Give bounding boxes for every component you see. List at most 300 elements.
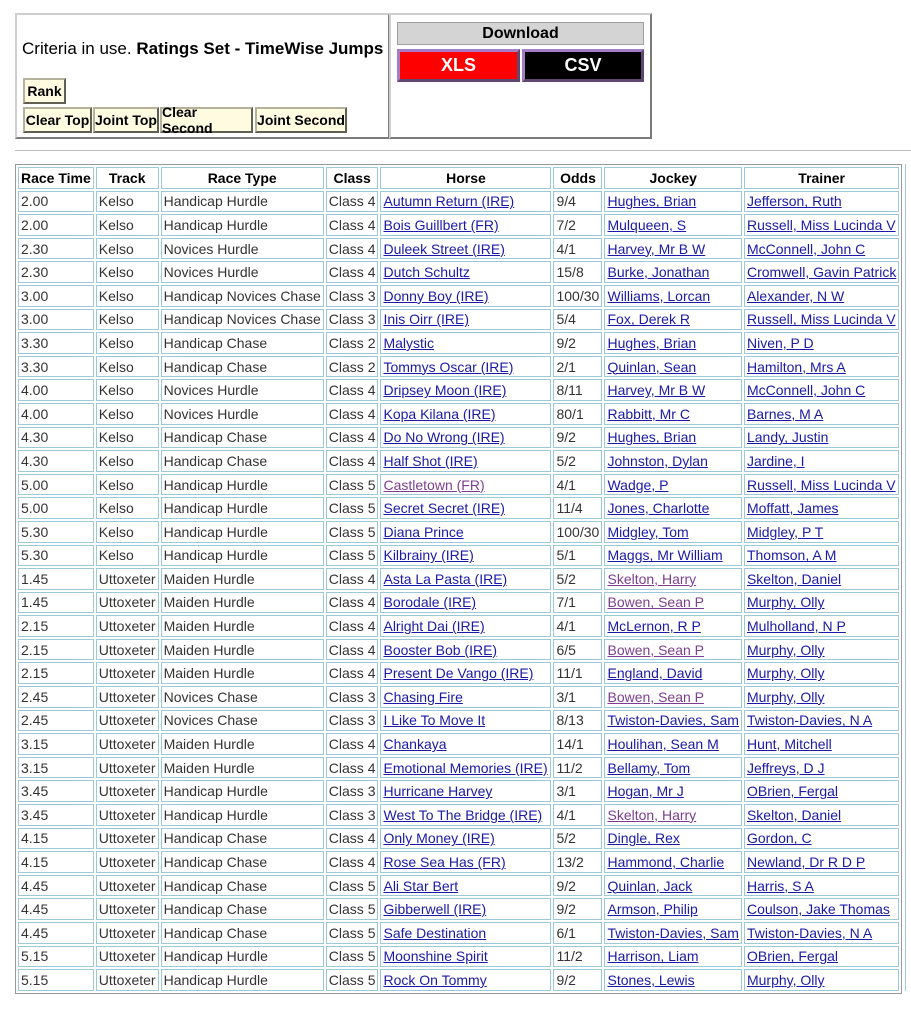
trainer-link[interactable]: Niven, P D bbox=[746, 334, 814, 351]
races-table-body bbox=[18, 191, 899, 991]
class-cell: Class 4 bbox=[326, 238, 379, 260]
table-row bbox=[18, 686, 899, 708]
jockey-cell bbox=[604, 922, 741, 944]
jockey-cell bbox=[604, 686, 741, 708]
class-cell: Class 4 bbox=[326, 403, 379, 425]
class-cell: Class 3 bbox=[326, 804, 379, 826]
trainer-cell bbox=[744, 285, 899, 307]
table-row bbox=[18, 875, 899, 897]
jockey-link[interactable]: Armson, Philip bbox=[607, 901, 698, 918]
trainer-cell bbox=[744, 521, 899, 543]
odds-cell: 9/2 bbox=[553, 427, 602, 449]
class-cell: Class 4 bbox=[326, 261, 379, 283]
odds-cell: 15/8 bbox=[553, 261, 602, 283]
trainer-cell bbox=[744, 191, 899, 213]
download-header: Download bbox=[397, 22, 644, 45]
jockey-link[interactable]: Harvey, Mr B W bbox=[607, 240, 706, 257]
table-row bbox=[18, 427, 899, 449]
table-row bbox=[18, 568, 899, 590]
odds-cell: 9/4 bbox=[553, 191, 602, 213]
track-cell: Uttoxeter bbox=[96, 733, 159, 755]
xls-download-button[interactable]: XLS bbox=[397, 49, 520, 82]
jockey-link[interactable]: Hughes, Brian bbox=[607, 193, 697, 210]
table-row bbox=[18, 828, 899, 850]
race-time-cell: 2.00 bbox=[18, 214, 94, 236]
horse-link[interactable]: Present De Vango (IRE) bbox=[383, 665, 534, 682]
race-time-cell: 2.00 bbox=[18, 191, 94, 213]
trainer-link[interactable]: Russell, Miss Lucinda V bbox=[746, 311, 896, 328]
jockey-cell bbox=[604, 545, 741, 567]
class-cell: Class 4 bbox=[326, 851, 379, 873]
trainer-link[interactable]: Murphy, Olly bbox=[746, 688, 825, 705]
jockey-link[interactable]: Quinlan, Sean bbox=[607, 358, 697, 375]
jockey-cell bbox=[604, 592, 741, 614]
trainer-link[interactable]: Jeffreys, D J bbox=[746, 759, 825, 776]
horse-link[interactable]: Hurricane Harvey bbox=[383, 783, 493, 800]
race-type-cell: Handicap Chase bbox=[161, 332, 324, 354]
table-row bbox=[18, 379, 899, 401]
horse-link[interactable]: Donny Boy (IRE) bbox=[383, 287, 489, 304]
csv-download-button[interactable]: CSV bbox=[522, 49, 644, 82]
table-row bbox=[18, 662, 899, 684]
odds-cell: 100/30 bbox=[553, 521, 602, 543]
odds-cell: 6/5 bbox=[553, 639, 602, 661]
trainer-link[interactable]: Barnes, M A bbox=[746, 405, 824, 422]
jockey-link[interactable]: Quinlan, Jack bbox=[607, 877, 693, 894]
horse-cell bbox=[380, 757, 551, 779]
jockey-link[interactable]: Mulqueen, S bbox=[607, 216, 687, 233]
trainer-link[interactable]: Alexander, N W bbox=[746, 287, 845, 304]
table-row bbox=[18, 592, 899, 614]
class-cell: Class 4 bbox=[326, 733, 379, 755]
trainer-link[interactable]: Jefferson, Ruth bbox=[746, 193, 842, 210]
horse-link[interactable]: Borodale (IRE) bbox=[383, 594, 477, 611]
jockey-cell bbox=[604, 450, 741, 472]
track-cell: Kelso bbox=[96, 497, 159, 519]
jockey-cell bbox=[604, 356, 741, 378]
jockey-link[interactable]: Maggs, Mr William bbox=[607, 547, 723, 564]
track-cell: Kelso bbox=[96, 356, 159, 378]
horse-cell bbox=[380, 521, 551, 543]
table-row bbox=[18, 851, 899, 873]
odds-cell: 13/2 bbox=[553, 851, 602, 873]
jockey-cell bbox=[604, 875, 741, 897]
trainer-link[interactable]: McConnell, John C bbox=[746, 240, 866, 257]
race-type-cell: Handicap Novices Chase bbox=[161, 285, 324, 307]
table-row bbox=[18, 545, 899, 567]
trainer-link[interactable]: Midgley, P T bbox=[746, 523, 824, 540]
trainer-link[interactable]: Coulson, Jake Thomas bbox=[746, 901, 890, 918]
jockey-cell bbox=[604, 804, 741, 826]
trainer-cell bbox=[744, 875, 899, 897]
track-cell: Uttoxeter bbox=[96, 851, 159, 873]
race-time-cell: 2.45 bbox=[18, 686, 94, 708]
horse-cell bbox=[380, 403, 551, 425]
trainer-link[interactable]: Murphy, Olly bbox=[746, 971, 825, 988]
jockey-cell bbox=[604, 497, 741, 519]
race-type-cell: Novices Hurdle bbox=[161, 379, 324, 401]
jockey-cell bbox=[604, 662, 741, 684]
horse-cell bbox=[380, 828, 551, 850]
jockey-link[interactable]: Skelton, Harry bbox=[607, 806, 697, 823]
table-row bbox=[18, 238, 899, 260]
table-row bbox=[18, 191, 899, 213]
race-time-cell: 3.15 bbox=[18, 757, 94, 779]
race-time-cell: 4.30 bbox=[18, 427, 94, 449]
jockey-link[interactable]: Twiston-Davies, Sam bbox=[607, 712, 739, 729]
horse-link[interactable]: I Like To Move It bbox=[383, 712, 486, 729]
trainer-link[interactable]: Hunt, Mitchell bbox=[746, 736, 832, 753]
race-type-cell: Handicap Chase bbox=[161, 875, 324, 897]
clear-second-button[interactable]: Clear Second bbox=[160, 107, 253, 133]
race-time-cell: 4.30 bbox=[18, 450, 94, 472]
track-cell: Uttoxeter bbox=[96, 757, 159, 779]
track-cell: Kelso bbox=[96, 545, 159, 567]
table-row bbox=[18, 780, 899, 802]
race-time-cell: 3.45 bbox=[18, 804, 94, 826]
odds-cell: 11/2 bbox=[553, 946, 602, 968]
column-header-race-time[interactable]: Race Time bbox=[18, 167, 94, 189]
jockey-link[interactable]: Twiston-Davies, Sam bbox=[607, 924, 739, 941]
jockey-link[interactable]: Bowen, Sean P bbox=[607, 594, 704, 611]
race-time-cell: 2.15 bbox=[18, 662, 94, 684]
track-cell: Uttoxeter bbox=[96, 780, 159, 802]
horse-link[interactable]: Only Money (IRE) bbox=[383, 830, 495, 847]
horse-link[interactable]: Emotional Memories (IRE) bbox=[383, 759, 548, 776]
class-cell: Class 4 bbox=[326, 828, 379, 850]
jockey-link[interactable]: Hogan, Mr J bbox=[607, 783, 684, 800]
column-header-trainer[interactable]: Trainer bbox=[744, 167, 899, 189]
trainer-link[interactable]: Gordon, C bbox=[746, 830, 812, 847]
horse-link[interactable]: Bois Guillbert (FR) bbox=[383, 216, 499, 233]
race-time-cell: 5.15 bbox=[18, 946, 94, 968]
horse-link[interactable]: Kopa Kilana (IRE) bbox=[383, 405, 496, 422]
odds-cell: 7/2 bbox=[553, 214, 602, 236]
class-cell: Class 4 bbox=[326, 214, 379, 236]
horse-cell bbox=[380, 427, 551, 449]
odds-cell: 5/2 bbox=[553, 828, 602, 850]
table-row bbox=[18, 285, 899, 307]
horse-link[interactable]: West To The Bridge (IRE) bbox=[383, 806, 543, 823]
jockey-cell bbox=[604, 332, 741, 354]
horse-link[interactable]: Tommys Oscar (IRE) bbox=[383, 358, 514, 375]
jockey-link[interactable]: Skelton, Harry bbox=[607, 570, 697, 587]
jockey-link[interactable]: Rabbitt, Mr C bbox=[607, 405, 690, 422]
jockey-link[interactable]: Bowen, Sean P bbox=[607, 688, 704, 705]
class-cell: Class 5 bbox=[326, 521, 379, 543]
track-cell: Uttoxeter bbox=[96, 662, 159, 684]
odds-cell: 5/4 bbox=[553, 309, 602, 331]
jockey-link[interactable]: England, David bbox=[607, 665, 703, 682]
track-cell: Uttoxeter bbox=[96, 568, 159, 590]
horse-link[interactable]: Moonshine Spirit bbox=[383, 948, 488, 965]
jockey-link[interactable]: Houlihan, Sean M bbox=[607, 736, 719, 753]
table-row bbox=[18, 214, 899, 236]
jockey-cell bbox=[604, 521, 741, 543]
horse-link[interactable]: Do No Wrong (IRE) bbox=[383, 429, 505, 446]
column-header-jockey[interactable]: Jockey bbox=[604, 167, 741, 189]
horse-cell bbox=[380, 969, 551, 991]
horse-link[interactable]: Castletown (FR) bbox=[383, 476, 485, 493]
horse-cell bbox=[380, 946, 551, 968]
class-cell: Class 3 bbox=[326, 309, 379, 331]
horse-cell bbox=[380, 545, 551, 567]
class-cell: Class 2 bbox=[326, 356, 379, 378]
track-cell: Kelso bbox=[96, 403, 159, 425]
trainer-link[interactable]: OBrien, Fergal bbox=[746, 783, 839, 800]
horse-cell bbox=[380, 898, 551, 920]
trainer-link[interactable]: Cromwell, Gavin Patrick bbox=[746, 264, 897, 281]
odds-cell: 9/2 bbox=[553, 875, 602, 897]
column-header-track[interactable]: Track bbox=[96, 167, 159, 189]
race-time-cell: 5.30 bbox=[18, 521, 94, 543]
track-cell: Kelso bbox=[96, 450, 159, 472]
table-right-edge bbox=[905, 164, 910, 991]
horse-link[interactable]: Dutch Schultz bbox=[383, 264, 470, 281]
trainer-link[interactable]: Twiston-Davies, N A bbox=[746, 924, 873, 941]
class-cell: Class 3 bbox=[326, 686, 379, 708]
class-cell: Class 4 bbox=[326, 592, 379, 614]
trainer-link[interactable]: Hamilton, Mrs A bbox=[746, 358, 846, 375]
table-row bbox=[18, 261, 899, 283]
race-type-cell: Handicap Hurdle bbox=[161, 804, 324, 826]
trainer-link[interactable]: Murphy, Olly bbox=[746, 641, 825, 658]
rank-button[interactable]: Rank bbox=[23, 78, 66, 104]
trainer-cell bbox=[744, 804, 899, 826]
race-type-cell: Handicap Hurdle bbox=[161, 521, 324, 543]
horse-cell bbox=[380, 379, 551, 401]
horse-cell bbox=[380, 191, 551, 213]
horse-link[interactable]: Autumn Return (IRE) bbox=[383, 193, 515, 210]
jockey-cell bbox=[604, 828, 741, 850]
odds-cell: 11/1 bbox=[553, 662, 602, 684]
odds-cell: 5/2 bbox=[553, 450, 602, 472]
track-cell: Uttoxeter bbox=[96, 946, 159, 968]
race-time-cell: 2.30 bbox=[18, 261, 94, 283]
horse-link[interactable]: Ali Star Bert bbox=[383, 877, 459, 894]
table-row bbox=[18, 309, 899, 331]
horse-link[interactable]: Secret Secret (IRE) bbox=[383, 500, 505, 517]
track-cell: Kelso bbox=[96, 332, 159, 354]
jockey-link[interactable]: Hughes, Brian bbox=[607, 429, 697, 446]
race-type-cell: Handicap Hurdle bbox=[161, 474, 324, 496]
jockey-cell bbox=[604, 403, 741, 425]
column-header-race-type[interactable]: Race Type bbox=[161, 167, 324, 189]
jockey-cell bbox=[604, 969, 741, 991]
track-cell: Uttoxeter bbox=[96, 828, 159, 850]
trainer-cell bbox=[744, 946, 899, 968]
race-type-cell: Novices Hurdle bbox=[161, 238, 324, 260]
horse-link[interactable]: Rose Sea Has (FR) bbox=[383, 854, 506, 871]
class-cell: Class 3 bbox=[326, 710, 379, 732]
horse-link[interactable]: Alright Dai (IRE) bbox=[383, 618, 485, 635]
odds-cell: 4/1 bbox=[553, 238, 602, 260]
horse-link[interactable]: Dripsey Moon (IRE) bbox=[383, 382, 507, 399]
trainer-link[interactable]: Jardine, I bbox=[746, 452, 805, 469]
jockey-link[interactable]: McLernon, R P bbox=[607, 618, 701, 635]
race-type-cell: Maiden Hurdle bbox=[161, 757, 324, 779]
trainer-cell bbox=[744, 733, 899, 755]
table-row bbox=[18, 521, 899, 543]
horse-link[interactable]: Asta La Pasta (IRE) bbox=[383, 570, 508, 587]
column-header-odds[interactable]: Odds bbox=[553, 167, 602, 189]
horse-cell bbox=[380, 875, 551, 897]
horse-link[interactable]: Kilbrainy (IRE) bbox=[383, 547, 474, 564]
jockey-link[interactable]: Wadge, P bbox=[607, 476, 669, 493]
horse-link[interactable]: Safe Destination bbox=[383, 924, 487, 941]
horse-link[interactable]: Rock On Tommy bbox=[383, 971, 487, 988]
horse-cell bbox=[380, 592, 551, 614]
jockey-cell bbox=[604, 238, 741, 260]
class-cell: Class 2 bbox=[326, 332, 379, 354]
horse-link[interactable]: Chasing Fire bbox=[383, 688, 463, 705]
race-type-cell: Handicap Hurdle bbox=[161, 780, 324, 802]
criteria-text bbox=[22, 39, 383, 59]
trainer-cell bbox=[744, 615, 899, 637]
trainer-cell bbox=[744, 497, 899, 519]
jockey-link[interactable]: Burke, Jonathan bbox=[607, 264, 710, 281]
trainer-cell bbox=[744, 969, 899, 991]
trainer-link[interactable]: Moffatt, James bbox=[746, 500, 839, 517]
odds-cell: 11/4 bbox=[553, 497, 602, 519]
race-time-cell: 2.30 bbox=[18, 238, 94, 260]
race-time-cell: 2.45 bbox=[18, 710, 94, 732]
trainer-link[interactable]: Russell, Miss Lucinda V bbox=[746, 476, 896, 493]
jockey-cell bbox=[604, 309, 741, 331]
jockey-link[interactable]: Fox, Derek R bbox=[607, 311, 690, 328]
download-panel bbox=[389, 13, 652, 139]
trainer-cell bbox=[744, 662, 899, 684]
race-type-cell: Maiden Hurdle bbox=[161, 662, 324, 684]
odds-cell: 8/11 bbox=[553, 379, 602, 401]
horse-cell bbox=[380, 332, 551, 354]
trainer-cell bbox=[744, 686, 899, 708]
jockey-cell bbox=[604, 568, 741, 590]
trainer-link[interactable]: Landy, Justin bbox=[746, 429, 829, 446]
jockey-link[interactable]: Bowen, Sean P bbox=[607, 641, 704, 658]
jockey-link[interactable]: Hughes, Brian bbox=[607, 334, 697, 351]
trainer-link[interactable]: Harris, S A bbox=[746, 877, 814, 894]
jockey-link[interactable]: Dingle, Rex bbox=[607, 830, 680, 847]
table-row bbox=[18, 332, 899, 354]
track-cell: Uttoxeter bbox=[96, 898, 159, 920]
jockey-link[interactable]: Harrison, Liam bbox=[607, 948, 699, 965]
race-type-cell: Maiden Hurdle bbox=[161, 733, 324, 755]
trainer-link[interactable]: Skelton, Daniel bbox=[746, 806, 842, 823]
trainer-link[interactable]: Twiston-Davies, N A bbox=[746, 712, 873, 729]
horse-link[interactable]: Inis Oirr (IRE) bbox=[383, 311, 470, 328]
class-cell: Class 5 bbox=[326, 875, 379, 897]
odds-cell: 8/13 bbox=[553, 710, 602, 732]
class-cell: Class 4 bbox=[326, 662, 379, 684]
jockey-link[interactable]: Hammond, Charlie bbox=[607, 854, 725, 871]
odds-cell: 5/1 bbox=[553, 545, 602, 567]
trainer-link[interactable]: Murphy, Olly bbox=[746, 594, 825, 611]
class-cell: Class 5 bbox=[326, 898, 379, 920]
class-cell: Class 4 bbox=[326, 568, 379, 590]
jockey-link[interactable]: Jones, Charlotte bbox=[607, 500, 710, 517]
horse-cell bbox=[380, 615, 551, 637]
trainer-cell bbox=[744, 828, 899, 850]
horse-link[interactable]: Half Shot (IRE) bbox=[383, 452, 478, 469]
jockey-link[interactable]: Harvey, Mr B W bbox=[607, 382, 706, 399]
race-time-cell: 4.00 bbox=[18, 379, 94, 401]
race-time-cell: 2.15 bbox=[18, 615, 94, 637]
class-cell: Class 5 bbox=[326, 545, 379, 567]
jockey-link[interactable]: Midgley, Tom bbox=[607, 523, 689, 540]
trainer-link[interactable]: Mulholland, N P bbox=[746, 618, 846, 635]
race-type-cell: Maiden Hurdle bbox=[161, 615, 324, 637]
horse-cell bbox=[380, 568, 551, 590]
trainer-cell bbox=[744, 757, 899, 779]
class-cell: Class 4 bbox=[326, 191, 379, 213]
jockey-link[interactable]: Johnston, Dylan bbox=[607, 452, 708, 469]
jockey-cell bbox=[604, 214, 741, 236]
criteria-panel bbox=[15, 13, 390, 139]
jockey-link[interactable]: Williams, Lorcan bbox=[607, 287, 711, 304]
column-header-class[interactable]: Class bbox=[326, 167, 379, 189]
horse-link[interactable]: Gibberwell (IRE) bbox=[383, 901, 487, 918]
race-type-cell: Handicap Hurdle bbox=[161, 214, 324, 236]
track-cell: Uttoxeter bbox=[96, 969, 159, 991]
trainer-cell bbox=[744, 851, 899, 873]
race-time-cell: 5.15 bbox=[18, 969, 94, 991]
horse-link[interactable]: Chankaya bbox=[383, 736, 447, 753]
horse-cell bbox=[380, 214, 551, 236]
column-header-horse[interactable]: Horse bbox=[380, 167, 551, 189]
race-type-cell: Maiden Hurdle bbox=[161, 639, 324, 661]
race-type-cell: Handicap Hurdle bbox=[161, 545, 324, 567]
trainer-cell bbox=[744, 309, 899, 331]
trainer-link[interactable]: McConnell, John C bbox=[746, 382, 866, 399]
trainer-link[interactable]: Russell, Miss Lucinda V bbox=[746, 216, 896, 233]
trainer-link[interactable]: Skelton, Daniel bbox=[746, 570, 842, 587]
jockey-link[interactable]: Bellamy, Tom bbox=[607, 759, 691, 776]
horse-cell bbox=[380, 851, 551, 873]
trainer-link[interactable]: OBrien, Fergal bbox=[746, 948, 839, 965]
horse-link[interactable]: Duleek Street (IRE) bbox=[383, 240, 505, 257]
horse-link[interactable]: Diana Prince bbox=[383, 523, 464, 540]
trainer-link[interactable]: Newland, Dr R D P bbox=[746, 854, 866, 871]
jockey-cell bbox=[604, 261, 741, 283]
horse-link[interactable]: Malystic bbox=[383, 334, 435, 351]
race-type-cell: Novices Hurdle bbox=[161, 261, 324, 283]
odds-cell: 100/30 bbox=[553, 285, 602, 307]
race-type-cell: Handicap Chase bbox=[161, 898, 324, 920]
trainer-link[interactable]: Thomson, A M bbox=[746, 547, 837, 564]
jockey-link[interactable]: Stones, Lewis bbox=[607, 971, 695, 988]
odds-cell: 80/1 bbox=[553, 403, 602, 425]
jockey-cell bbox=[604, 780, 741, 802]
horse-cell bbox=[380, 733, 551, 755]
joint-second-button[interactable]: Joint Second bbox=[255, 107, 347, 133]
clear-top-button[interactable]: Clear Top bbox=[23, 107, 92, 133]
horse-cell bbox=[380, 261, 551, 283]
divider bbox=[15, 150, 911, 151]
horse-link[interactable]: Booster Bob (IRE) bbox=[383, 641, 498, 658]
trainer-link[interactable]: Murphy, Olly bbox=[746, 665, 825, 682]
horse-cell bbox=[380, 710, 551, 732]
horse-cell bbox=[380, 450, 551, 472]
race-time-cell: 3.15 bbox=[18, 733, 94, 755]
odds-cell: 3/1 bbox=[553, 686, 602, 708]
trainer-cell bbox=[744, 710, 899, 732]
trainer-cell bbox=[744, 214, 899, 236]
odds-cell: 9/2 bbox=[553, 898, 602, 920]
track-cell: Kelso bbox=[96, 427, 159, 449]
race-type-cell: Handicap Chase bbox=[161, 427, 324, 449]
joint-top-button[interactable]: Joint Top bbox=[93, 107, 159, 133]
